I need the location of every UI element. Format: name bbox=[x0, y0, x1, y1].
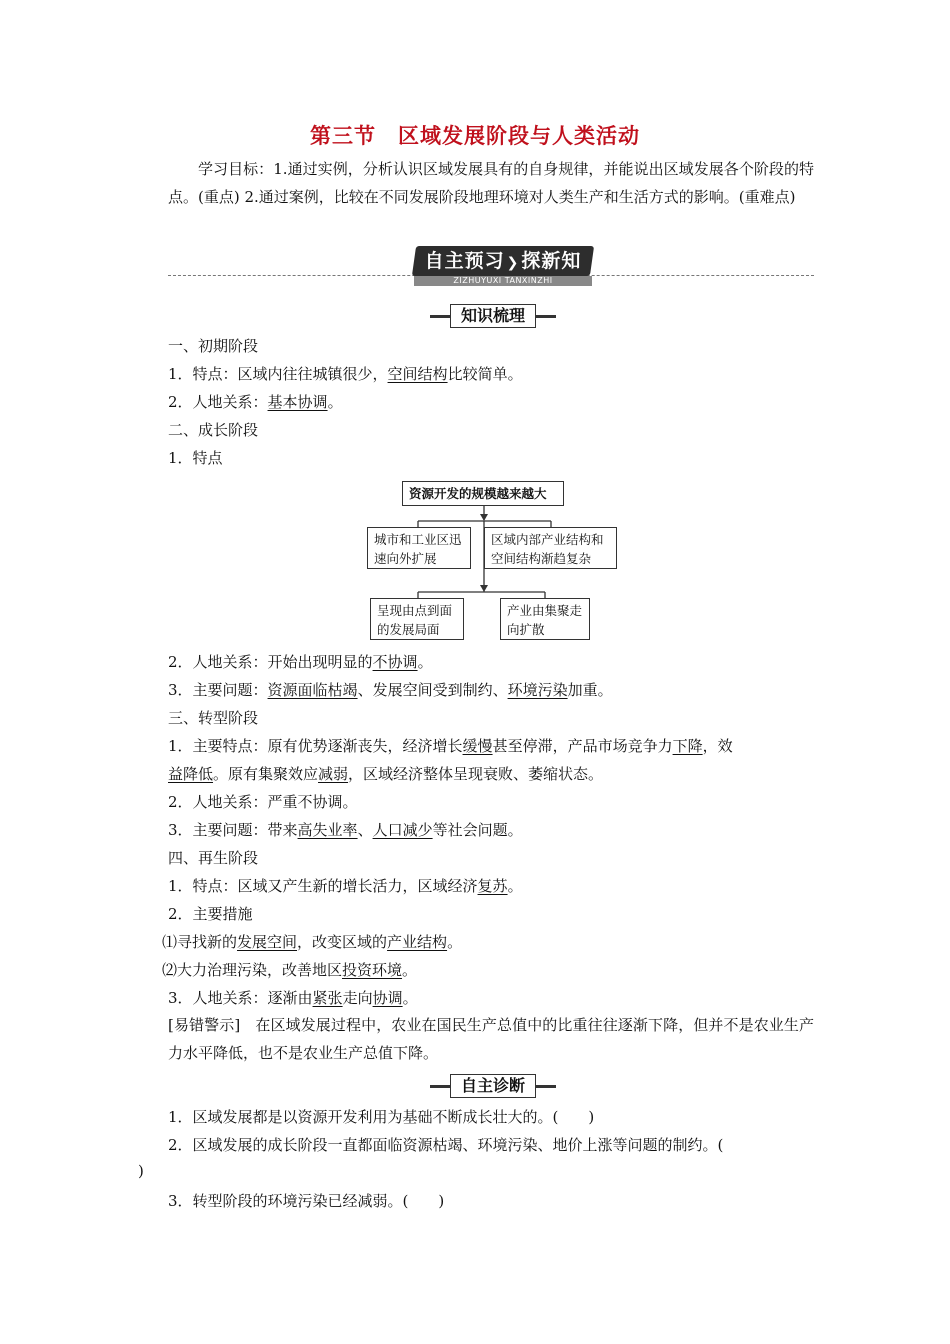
list-item: 1．特点：区域内往往城镇很少，空间结构比较简单。 bbox=[168, 365, 523, 383]
section-heading: 一、初期阶段 bbox=[168, 337, 259, 355]
list-item: 3．主要问题：带来高失业率、人口减少等社会问题。 bbox=[168, 821, 523, 839]
flow-box-top: 资源开发的规模越来越大 bbox=[402, 481, 564, 506]
list-item: ⑴寻找新的发展空间，改变区域的产业结构。 bbox=[162, 933, 463, 951]
warning-note: [易错警示] 在区域发展过程中，农业在国民生产总值中的比重往往逐渐下降，但并不是农业生产力水平降低，也不是农业生产总值下降。 bbox=[168, 1016, 814, 1062]
section-heading: 四、再生阶段 bbox=[168, 849, 259, 867]
quiz-item-continued: ) bbox=[138, 1162, 144, 1180]
flow-box-left-2: 呈现由点到面的发展局面 bbox=[370, 598, 464, 640]
banner-left-text: 自主预习 bbox=[424, 250, 505, 272]
banner-subtitle: ZIZHUYUXI TANXINZHI bbox=[414, 276, 592, 286]
flow-box-right-1: 区域内部产业结构和空间结构渐趋复杂 bbox=[484, 527, 617, 569]
banner-right-text: 探新知 bbox=[521, 250, 582, 272]
section-number: 第三节 bbox=[310, 124, 376, 148]
list-item: ⑵大力治理污染，改善地区投资环境。 bbox=[162, 961, 418, 979]
diagnosis-heading bbox=[430, 1074, 556, 1098]
section-heading: 三、转型阶段 bbox=[168, 709, 259, 727]
list-item: 1．主要特点：原有优势逐渐丧失，经济增长缓慢甚至停滞，产品市场竞争力下降，效 bbox=[168, 737, 733, 755]
flow-box-right-2: 产业由集聚走向扩散 bbox=[500, 598, 590, 640]
list-item-continued: 益降低。原有集聚效应减弱，区域经济整体呈现衰败、萎缩状态。 bbox=[168, 765, 604, 783]
list-item: 3．主要问题：资源面临枯竭、发展空间受到制约、环境污染加重。 bbox=[168, 681, 613, 699]
list-item: 1．特点 bbox=[168, 449, 223, 467]
list-item: 2．主要措施 bbox=[168, 905, 253, 923]
learning-objectives: 学习目标：1.通过实例，分析认识区域发展具有的自身规律，并能说出区域发展各个阶段的特点。(重点) 2.通过案例，比较在不同发展阶段地理环境对人类生产和生活方式的影响。(重难点) bbox=[168, 160, 814, 206]
quiz-item: 1．区域发展都是以资源开发利用为基础不断成长壮大的。( ) bbox=[168, 1108, 595, 1126]
list-item: 1．特点：区域又产生新的增长活力，区域经济复苏。 bbox=[168, 877, 523, 895]
list-item: 3．人地关系：逐渐由紧张走向协调。 bbox=[168, 989, 418, 1007]
flow-box-left-1: 城市和工业区迅速向外扩展 bbox=[367, 527, 471, 569]
section-name: 区域发展阶段与人类活动 bbox=[398, 124, 640, 148]
quiz-item: 3．转型阶段的环境污染已经减弱。( ) bbox=[168, 1192, 445, 1210]
list-item: 2．人地关系：基本协调。 bbox=[168, 393, 343, 411]
list-item: 2．人地关系：严重不协调。 bbox=[168, 793, 358, 811]
chevron-right-icon: ❯ bbox=[506, 255, 520, 271]
quiz-item: 2．区域发展的成长阶段一直都面临资源枯竭、环境污染、地价上涨等问题的制约。( bbox=[168, 1136, 724, 1154]
list-item: 2．人地关系：开始出现明显的不协调。 bbox=[168, 653, 433, 671]
diagnosis-heading-label: 自主诊断 bbox=[450, 1074, 536, 1098]
knowledge-heading-label: 知识梳理 bbox=[450, 304, 536, 328]
section-heading: 二、成长阶段 bbox=[168, 421, 259, 439]
